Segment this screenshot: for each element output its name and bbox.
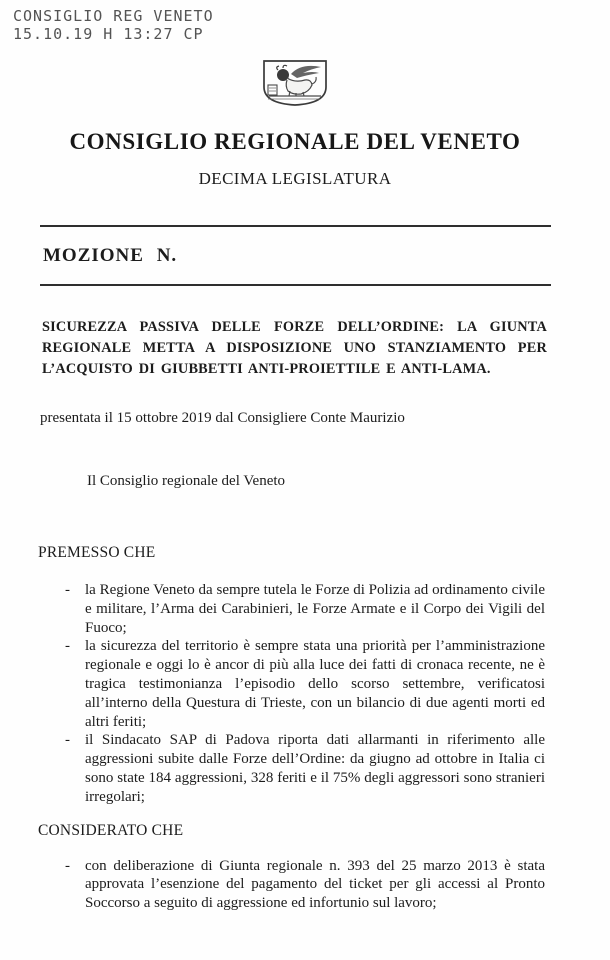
- council-opening-line: Il Consiglio regionale del Veneto: [87, 473, 286, 489]
- list-item: [40, 581, 545, 637]
- dash-marker: -: [65, 638, 70, 655]
- emblem-container: [40, 58, 550, 108]
- list-item-text: la sicurezza del territorio è sempre stata una priorità per l’amministrazione regionale e oggi lo è ancor di più alla luce dei fatti di cronaca recente, ne è tragica testimonianza l’episodio dello scorso settembre, verificatosi all’interno della Questura di Trieste, con un bilancio di due agenti morti ed altri feriti;: [85, 638, 545, 730]
- section-heading-premesso: PREMESSO CHE: [38, 544, 156, 561]
- dash-marker: -: [65, 732, 70, 749]
- list-item-text: il Sindacato SAP di Padova riporta dati allarmanti in riferimento alle aggressioni subite dalle Forze dell’Ordine: da giugno ad ottobre in Italia ci sono state 184 aggressioni, 328 feriti e il 75% degli aggressori sono stranieri irregolari;: [85, 732, 545, 805]
- presented-by-line: presentata il 15 ottobre 2019 dal Consigliere Conte Maurizio: [40, 410, 405, 426]
- legislature-subtitle: DECIMA LEGISLATURA: [198, 169, 392, 188]
- winged-lion-crest-icon: [259, 95, 331, 112]
- document-title: CONSIGLIO REGIONALE DEL VENETO: [69, 129, 521, 154]
- list-item: [40, 857, 545, 913]
- stamp-line-1: CONSIGLIO REG VENETO: [13, 7, 214, 25]
- stamp-line-2: 15.10.19 H 13:27 CP: [13, 25, 204, 43]
- list-item: [40, 731, 545, 806]
- motion-number-heading: MOZIONE N.: [43, 245, 178, 266]
- considerato-list: [40, 857, 545, 913]
- list-item-text: la Regione Veneto da sempre tutela le Forze di Polizia ad ordinamento civile e militare, l’Arma dei Carabinieri, le Forze Armate e il Corpo dei Vigili del Fuoco;: [85, 582, 545, 636]
- dash-marker: -: [65, 857, 70, 874]
- dash-marker: -: [65, 582, 70, 598]
- motion-subject: SICUREZZA PASSIVA DELLE FORZE DELL’ORDINE: LA GIUNTA REGIONALE METTA A DISPOSIZIONE UNO STANZIAMENTO PER L’ACQUISTO DI GIUBBETTI ANTI-PROIETTILE E ANTI-LAMA.: [42, 319, 547, 377]
- premesso-list: [40, 581, 545, 807]
- divider-bottom: [40, 284, 551, 286]
- divider-top: [40, 225, 551, 227]
- date-stamp: [13, 7, 214, 43]
- list-item: [40, 637, 545, 731]
- list-item-text: con deliberazione di Giunta regionale n. 393 del 25 marzo 2013 è stata approvata l’esenzione del pagamento del ticket per gli accessi al Pronto Soccorso a seguito di aggressione ed infortunio sul lavoro;: [85, 857, 545, 912]
- section-heading-considerato: CONSIDERATO CHE: [38, 821, 184, 839]
